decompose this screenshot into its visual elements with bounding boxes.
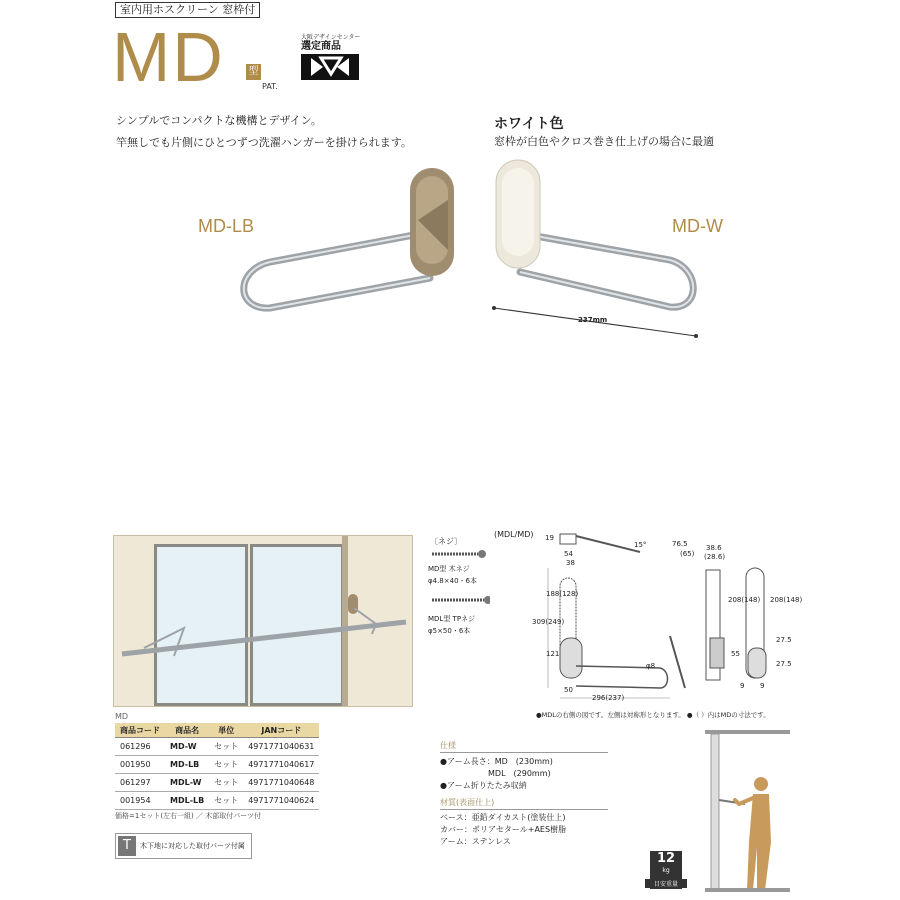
spec-divider [440, 752, 608, 753]
category-label: 室内用ホスクリーン 窓枠付 [115, 2, 260, 18]
cell-unit: セット [209, 792, 243, 810]
screw-mdl-label: MDL型 TPネジ [428, 615, 476, 623]
dim-54: 54 [564, 550, 573, 558]
cell-unit: セット [209, 774, 243, 792]
cell-code: 001954 [115, 792, 165, 810]
cell-name: MD-LB [165, 756, 209, 774]
drawing-heading: (MDL/MD) [494, 530, 534, 539]
cell-code: 061296 [115, 738, 165, 756]
dim-55: 55 [731, 650, 740, 658]
description-line2: 竿無しでも片側にひとつずつ洗濯ハンガーを掛けられます。 [116, 136, 412, 149]
dim-208-a: 208(148) [728, 596, 761, 604]
dim-38-6: 38.6 [706, 544, 722, 552]
dim-309: 309(249) [532, 618, 565, 626]
dim-28-6: (28.6) [704, 553, 726, 561]
table-caption: MD [115, 712, 129, 721]
dim-188: 188(128) [546, 590, 579, 598]
accessory-note: 木下地に対応した取付パーツ付属 [140, 842, 245, 850]
white-color-heading: ホワイト色 [494, 116, 564, 132]
description [116, 110, 412, 154]
screw-md-label: MD型 木ネジ [428, 565, 470, 573]
load-caption: 目安重量 [645, 879, 687, 888]
md-w-product [496, 160, 693, 307]
table-row [115, 792, 319, 810]
col-jan: JANコード [243, 723, 319, 738]
col-name: 商品名 [165, 723, 209, 738]
dim-9-b: 9 [760, 682, 765, 690]
patent-label: PAT. [262, 82, 278, 91]
col-code: 商品コード [115, 723, 165, 738]
accessory-note-box [115, 833, 252, 859]
model-title: MD [112, 18, 225, 96]
cell-name: MD-W [165, 738, 209, 756]
price-note: 価格=1セット(左右一組) ／ 木部取付パーツ付 [115, 812, 261, 820]
white-color-note: 窓枠が白色やクロス巻き仕上げの場合に最適 [494, 135, 714, 148]
width-dimension: 237mm [578, 316, 608, 324]
installation-photo [113, 535, 413, 707]
award-line1: 大阪デザインセンター [301, 34, 361, 41]
material-title: 材質(表面仕上) [440, 798, 495, 807]
dim-19: 19 [545, 534, 554, 542]
table-row [115, 738, 319, 756]
dim-121: 121 [546, 650, 560, 658]
cell-jan: 4971771040648 [243, 774, 319, 792]
cell-name: MDL-W [165, 774, 209, 792]
usage-illustration [705, 730, 790, 892]
cell-jan: 4971771040617 [243, 756, 319, 774]
spec-arm-mdl: MDL (290mm) [488, 769, 551, 778]
product-label-lb: MD-LB [198, 216, 255, 236]
dim-65: (65) [680, 550, 695, 558]
description-line1: シンプルでコンパクトな機構とデザイン。 [116, 114, 322, 127]
cell-unit: セット [209, 756, 243, 774]
design-award [301, 34, 359, 80]
spec-arm-md: ●アーム長さ：MD (230mm) [440, 757, 553, 766]
cell-jan: 4971771040624 [243, 792, 319, 810]
table-header-row [115, 723, 319, 738]
spec-fold: ●アーム折りたたみ収納 [440, 781, 527, 790]
product-illustration [230, 150, 750, 350]
material-base: ベース：亜鉛ダイカスト(塗装仕上) [440, 813, 566, 822]
dim-27-5-a: 27.5 [776, 636, 792, 644]
dim-phi8: φ8 [646, 662, 656, 670]
table-row [115, 756, 319, 774]
load-value: 12 [656, 851, 676, 866]
dim-296: 296(237) [592, 694, 625, 702]
dim-15deg: 15° [634, 541, 647, 549]
material-cover: カバー：ポリアセタール+AES樹脂 [440, 825, 567, 834]
screw-mdl-size: φ5×50・6本 [428, 627, 471, 635]
award-logo-icon [301, 54, 359, 80]
dim-38: 38 [566, 559, 575, 567]
load-unit: kg [662, 867, 670, 874]
cell-jan: 4971771040631 [243, 738, 319, 756]
col-unit: 単位 [209, 723, 243, 738]
table-row [115, 774, 319, 792]
mounting-part-icon: T [118, 836, 136, 856]
dim-27-5-b: 27.5 [776, 660, 792, 668]
dim-9-a: 9 [740, 682, 745, 690]
cell-unit: セット [209, 738, 243, 756]
type-badge: 型 [246, 64, 261, 80]
cell-code: 001950 [115, 756, 165, 774]
dim-76-5: 76.5 [672, 540, 688, 548]
drawing-note: ●MDLの右側の図です。左側は対称形となります。 ●（ ）内はMDの寸法です。 [536, 711, 770, 719]
dim-208-b: 208(148) [770, 596, 803, 604]
cell-name: MDL-LB [165, 792, 209, 810]
product-table [115, 723, 319, 810]
dim-50: 50 [564, 686, 573, 694]
screw-md-size: φ4.8×40・6本 [428, 577, 477, 585]
product-label-w: MD-W [672, 216, 723, 236]
screw-heading: 〔ネジ〕 [430, 537, 463, 546]
spec-title: 仕様 [440, 741, 456, 750]
material-divider [440, 809, 608, 810]
material-arm: アーム：ステンレス [440, 837, 511, 846]
cell-code: 061297 [115, 774, 165, 792]
md-lb-product [244, 168, 454, 308]
award-line2: 選定商品 [301, 41, 341, 52]
